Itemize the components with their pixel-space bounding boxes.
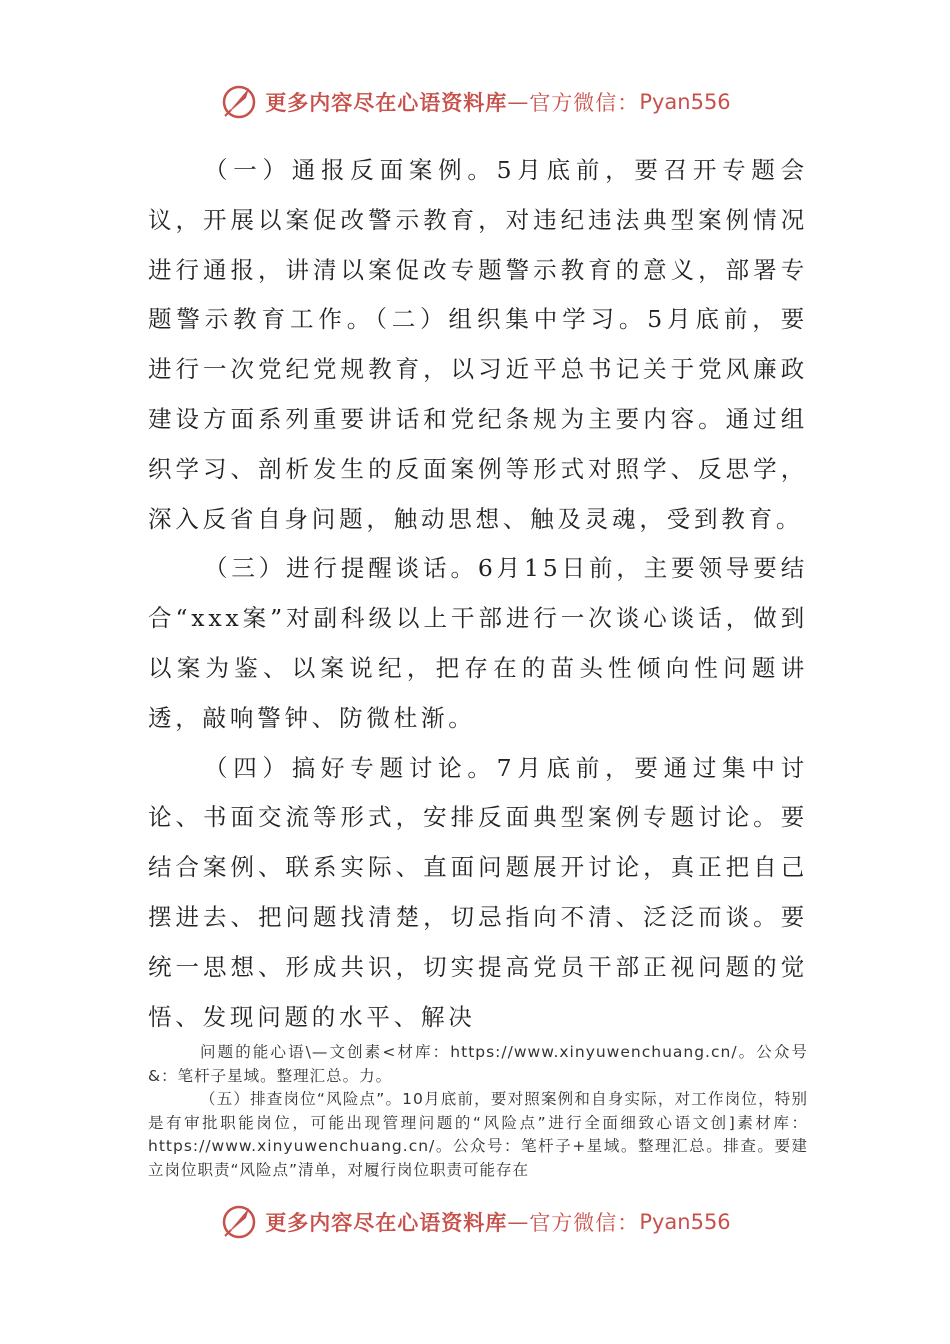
banner-main-text: 更多内容尽在心语资料库: [265, 91, 508, 115]
paragraph-2: （三）进行提醒谈话。6月15日前，主要领导要结合“xxx案”对副科级以上干部进行一次谈心谈话，做到以案为鉴、以案说纪，把存在的苗头性倾向性问题讲透，敲响警钟、防微杜渐。: [148, 554, 808, 732]
small-paragraph-1: 问题的能心语\—文创素<材库：https://www.xinyuwenchuang.cn/。公众号&：笔杆子星域。整理汇总。力。: [148, 1043, 808, 1085]
document-small-text: [148, 1041, 808, 1182]
paragraph-1: （一）通报反面案例。5月底前，要召开专题会议，开展以案促改警示教育，对违纪违法典型案例情况进行通报，讲清以案促改专题警示教育的意义，部署专题警示教育工作。（二）组织集中学习。5月底前，要进行一次党纪党规教育，以习近平总书记关于党风廉政建设方面系列重要讲话和党纪条规为主要内容。通过组织学习、剖析发生的反面案例等形式对照学、反思学，深入反省自身问题，触动思想、触及灵魂，受到教育。: [148, 156, 808, 533]
paragraph-3: （四）搞好专题讨论。7月底前，要通过集中讨论、书面交流等形式，安排反面典型案例专题讨论。要结合案例、联系实际、直面问题展开讨论，真正把自己摆进去、把问题找清楚，切忌指向不清、泛泛而谈。要统一思想、形成共识，切实提高党员干部正视问题的觉悟、发现问题的水平、解决: [148, 753, 808, 1031]
banner-wechat-id: Pyan556: [639, 90, 731, 114]
header-watermark-banner: [0, 82, 950, 122]
small-paragraph-2: （五）排查岗位“风险点”。10月底前，要对照案例和自身实际，对工作岗位，特别是有审批职能岗位，可能出现管理问题的“风险点”进行全面细致心语文创]素材库：https://www.xinyuwenchuang.cn/。公众号：笔杆子+星域。整理汇总。排查。要建立岗位职责“风险点”清单，对履行岗位职责可能存在: [148, 1090, 808, 1179]
banner-sub-text: 官方微信：: [529, 1211, 640, 1235]
banner-main-text: 更多内容尽在心语资料库: [265, 1211, 508, 1235]
banner-dash: —: [507, 1210, 530, 1234]
banner-dash: —: [507, 90, 530, 114]
quill-pen-logo-icon: [219, 82, 259, 122]
quill-pen-logo-icon: [219, 1202, 259, 1242]
document-body: [148, 146, 808, 1042]
footer-watermark-banner: [0, 1202, 950, 1242]
banner-sub-text: 官方微信：: [529, 91, 640, 115]
banner-wechat-id: Pyan556: [639, 1210, 731, 1234]
